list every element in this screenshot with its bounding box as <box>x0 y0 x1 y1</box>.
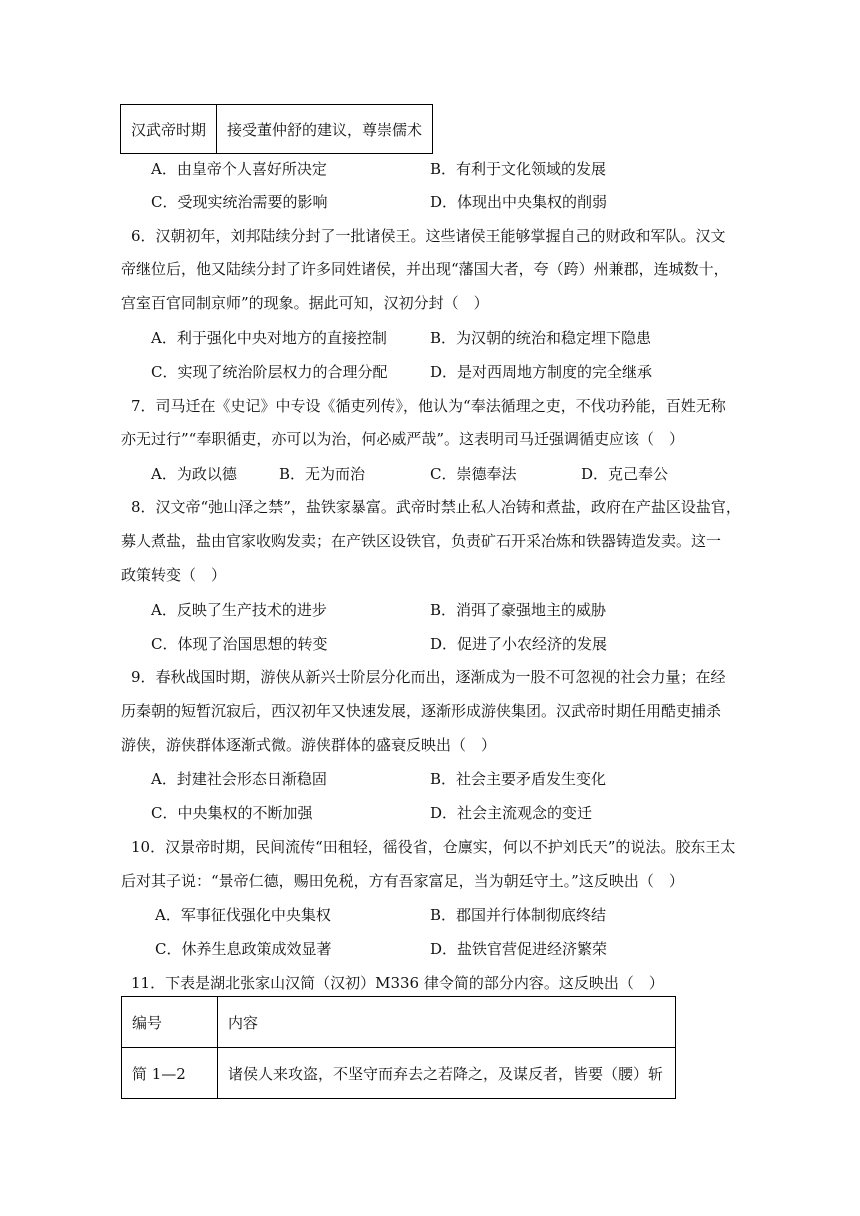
q9-option-c: C．中央集权的不断加强 <box>151 804 313 822</box>
q6-stem-line-1: 6．汉朝初年，刘邦陆续分封了一批诸侯王。这些诸侯王能够掌握自己的财政和军队。汉文 <box>131 227 726 245</box>
q7-option-c: C．崇德奉法 <box>430 465 517 483</box>
q5-option-a: A．由皇帝个人喜好所决定 <box>151 160 327 178</box>
q6-stem-line-3: 宫室百官同制京师”的现象。据此可知，汉初分封（ ） <box>121 294 489 312</box>
q7-option-b: B．无为而治 <box>279 465 366 483</box>
table-cell-policy: 接受董仲舒的建议，尊崇儒术 <box>217 105 433 154</box>
q6-stem-line-2: 帝继位后，他又陆续分封了许多同姓诸侯，并出现“藩国大者，夸（跨）州兼郡，连城数十， <box>121 260 729 278</box>
q10-stem-line-1: 10．汉景帝时期，民间流传“田租轻，徭役省，仓廪实，何以不护刘氏天”的说法。胶东王太 <box>131 838 736 856</box>
table-law-slips <box>121 996 676 1099</box>
q10-option-b: B．郡国并行体制彻底终结 <box>430 906 607 924</box>
q9-stem-line-2: 历秦朝的短暂沉寂后，西汉初年又快速发展，逐渐形成游侠集团。汉武帝时期任用酷吏捕杀 <box>121 702 722 720</box>
q9-option-b: B．社会主要矛盾发生变化 <box>430 770 607 788</box>
q8-stem-line-1: 8．汉文帝“弛山泽之禁”，盐铁家暴富。武帝时禁止私人冶铸和煮盐，政府在产盐区设盐官， <box>131 498 741 516</box>
q9-option-a: A．封建社会形态日渐稳固 <box>151 770 327 788</box>
q6-option-d: D．是对西周地方制度的完全继承 <box>430 363 653 381</box>
q5-option-b: B．有利于文化领域的发展 <box>430 160 607 178</box>
table-header-row <box>122 997 676 1048</box>
q10-option-d: D．盐铁官营促进经济繁荣 <box>430 940 608 958</box>
table-cell-period: 汉武帝时期 <box>121 105 217 154</box>
q8-option-a: A．反映了生产技术的进步 <box>151 601 327 619</box>
table-cell-content: 诸侯人来攻盗，不坚守而弃去之若降之，及谋反者，皆要（腰）斩 <box>218 1048 676 1099</box>
table-row <box>122 1048 676 1099</box>
q8-stem-line-2: 募人煮盐，盐由官家收购发卖；在产铁区设铁官，负责矿石开采冶炼和铁器铸造发卖。这一 <box>121 532 722 550</box>
table-row <box>121 105 433 154</box>
table-cell-number: 简 1—2 <box>122 1048 218 1099</box>
q6-option-c: C．实现了统治阶层权力的合理分配 <box>151 363 388 381</box>
q10-stem-line-2: 后对其子说：“景帝仁德，赐田免税，方有吾家富足，当为朝廷守土。”这反映出（ ） <box>121 872 684 890</box>
table-header-number: 编号 <box>122 997 218 1048</box>
q6-option-a: A．利于强化中央对地方的直接控制 <box>151 329 387 347</box>
table-emperor-policy <box>120 104 433 154</box>
q7-option-a: A．为政以德 <box>151 465 237 483</box>
table-header-content: 内容 <box>218 997 676 1048</box>
q9-stem-line-1: 9．春秋战国时期，游侠从新兴士阶层分化而出，逐渐成为一股不可忽视的社会力量；在经 <box>131 668 726 686</box>
q10-option-a: A．军事征伐强化中央集权 <box>155 906 331 924</box>
q11-stem: 11．下表是湖北张家山汉简（汉初）M336 律令简的部分内容。这反映出（ ） <box>131 974 664 992</box>
q7-stem-line-1: 7．司马迁在《史记》中专设《循吏列传》，他认为“奉法循理之吏，不伐功矜能，百姓无称 <box>131 397 726 415</box>
q6-option-b: B．为汉朝的统治和稳定埋下隐患 <box>430 329 652 347</box>
q10-option-c: C．休养生息政策成效显著 <box>155 940 332 958</box>
q8-option-b: B．消弭了豪强地主的威胁 <box>430 601 607 619</box>
q8-stem-line-3: 政策转变（ ） <box>121 566 227 584</box>
q9-option-d: D．社会主流观念的变迁 <box>430 804 593 822</box>
q9-stem-line-3: 游侠，游侠群体逐渐式微。游侠群体的盛衰反映出（ ） <box>121 736 497 754</box>
q5-option-d: D．体现出中央集权的削弱 <box>430 193 608 211</box>
q5-option-c: C．受现实统治需要的影响 <box>151 193 328 211</box>
q7-stem-line-2: 亦无过行”“奉职循吏，亦可以为治，何必威严哉”。这表明司马迁强调循吏应该（ ） <box>121 430 685 448</box>
q8-option-d: D．促进了小农经济的发展 <box>430 635 608 653</box>
q7-option-d: D．克己奉公 <box>581 465 669 483</box>
q8-option-c: C．体现了治国思想的转变 <box>151 635 328 653</box>
